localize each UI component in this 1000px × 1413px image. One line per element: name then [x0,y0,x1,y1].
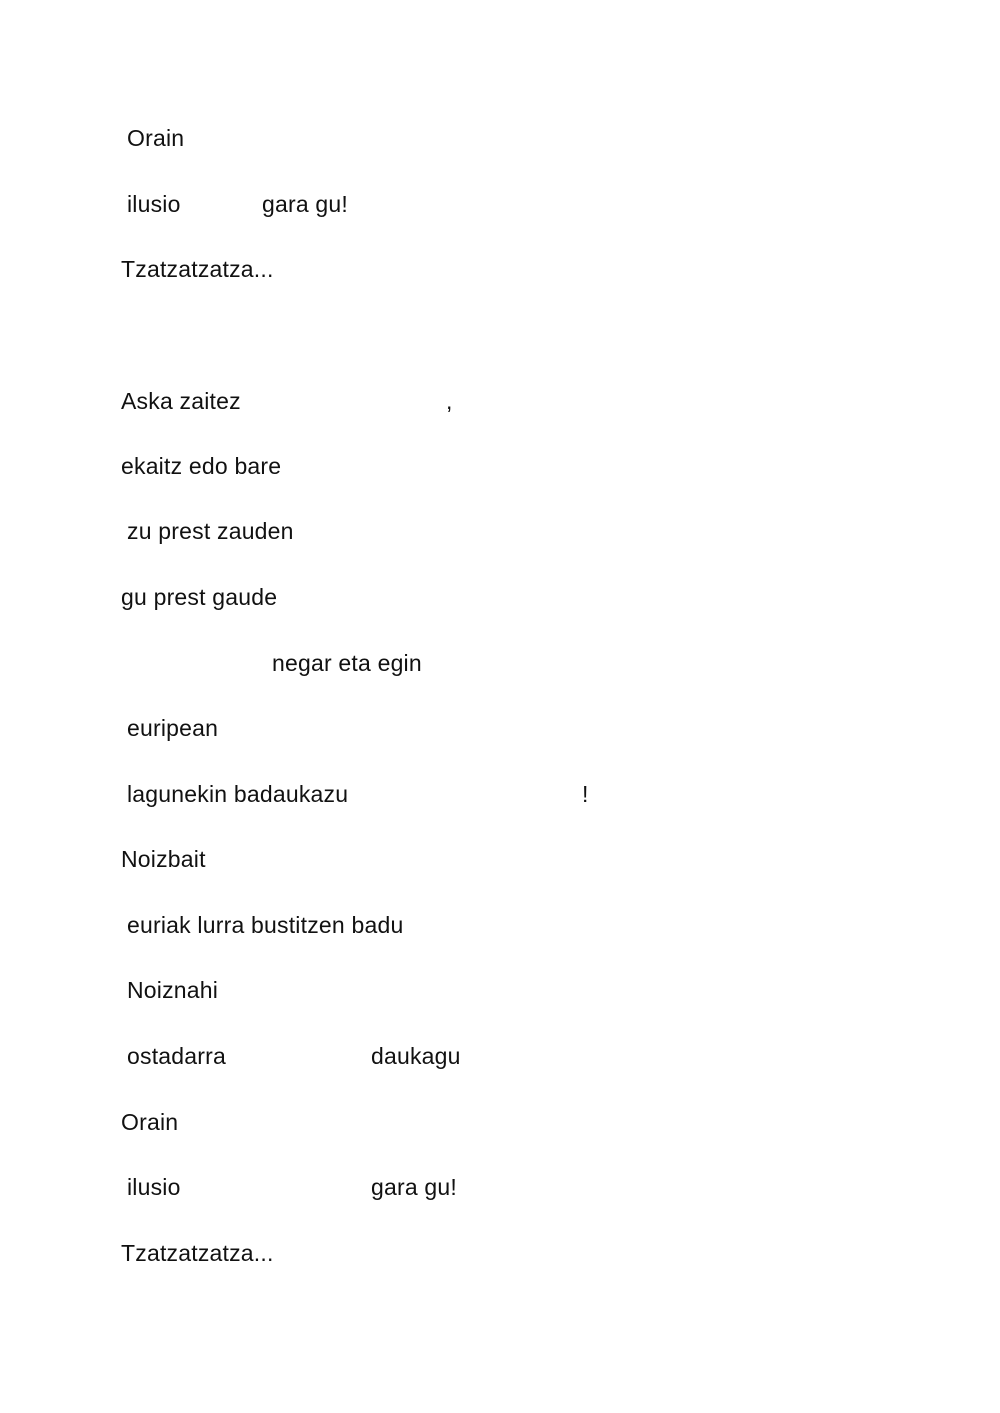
lyric-text: euriak lurra bustitzen badu [127,912,404,938]
lyric-text: ! [582,781,589,807]
lyric-text: Tzatzatzatza... [121,256,274,282]
lyric-text: Aska zaitez [121,388,241,414]
lyric-text: ilusio [127,191,181,217]
lyric-text: gara gu! [371,1174,457,1200]
lyric-text: Orain [121,1109,179,1135]
lyric-text: lagunekin badaukazu [127,781,349,807]
lyric-text: zu prest zauden [127,518,294,544]
lyric-text: ekaitz edo bare [121,453,282,479]
lyric-text: , [446,388,453,414]
lyric-text: ostadarra [127,1043,226,1069]
lyric-text: negar eta egin [272,650,422,676]
lyric-text: Orain [127,125,185,151]
lyric-text: gu prest gaude [121,584,278,610]
lyric-text: Noiznahi [127,977,219,1003]
lyric-text: daukagu [371,1043,461,1069]
lyric-text: Tzatzatzatza... [121,1240,274,1266]
lyric-text: gara gu! [262,191,348,217]
lyric-text: euripean [127,715,219,741]
lyric-text: Noizbait [121,846,206,872]
lyric-text: ilusio [127,1174,181,1200]
